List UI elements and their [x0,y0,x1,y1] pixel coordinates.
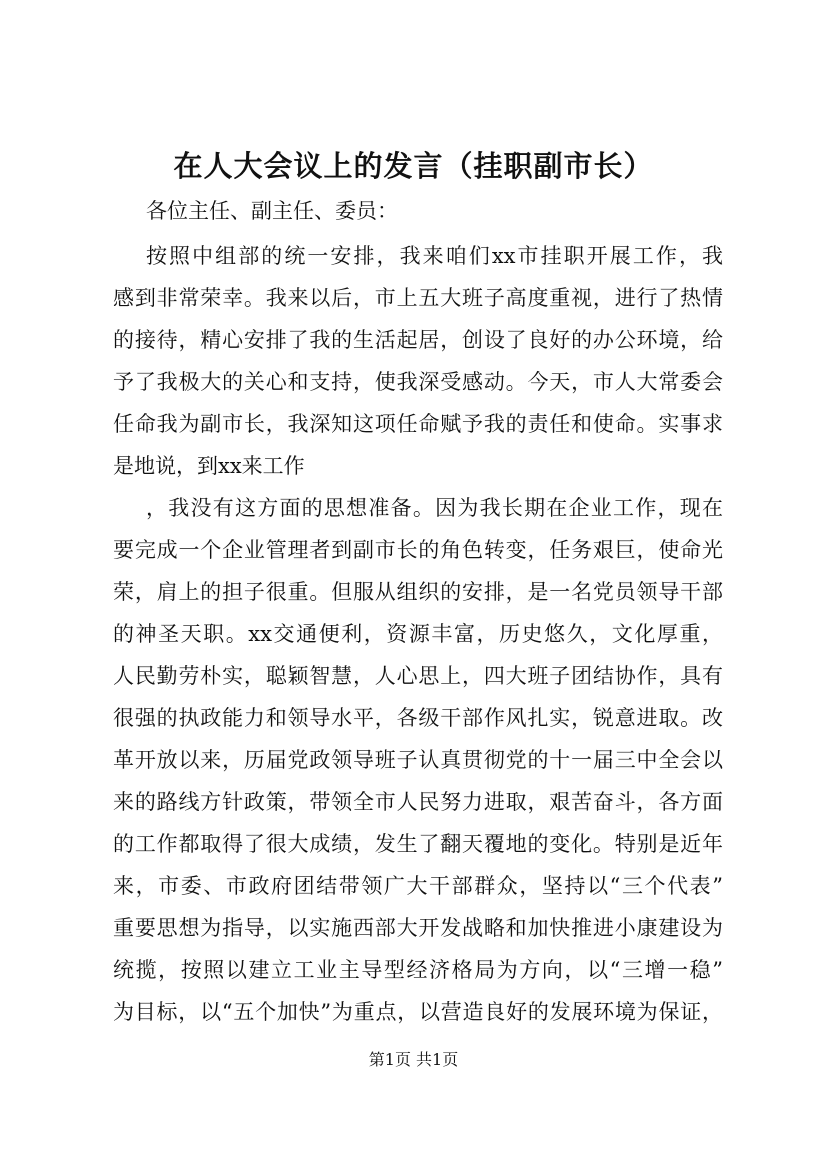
body-line: 来的路线方针政策，带领全市人民努力进取，艰苦奋斗，各方面 [113,790,723,814]
body-line: 统揽，按照以建立工业主导型经济格局为方向，以“三增一稳” [113,958,723,982]
body-line: 荣，肩上的担子很重。但服从组织的安排，是一名党员领导干部 [113,580,723,604]
body-line: ，我没有这方面的思想准备。因为我长期在企业工作，现在 [146,496,723,520]
body-line: 人民勤劳朴实，聪颖智慧，人心思上，四大班子团结协作，具有 [113,664,723,688]
body-line: 很强的执政能力和领导水平，各级干部作风扎实，锐意进取。改 [113,706,723,730]
body-line: 要完成一个企业管理者到副市长的角色转变，任务艰巨，使命光 [113,538,723,562]
body-line: 按照中组部的统一安排，我来咱们xx市挂职开展工作，我 [146,244,723,268]
body-line: 来，市委、市政府团结带领广大干部群众，坚持以“三个代表” [113,874,723,898]
body-line: 革开放以来，历届党政领导班子认真贯彻党的十一届三中全会以 [113,748,723,772]
body-line: 的神圣天职。xx交通便利，资源丰富，历史悠久，文化厚重， [113,622,723,646]
body-line: 任命我为副市长，我深知这项任命赋予我的责任和使命。实事求 [113,412,723,436]
body-line: 的接待，精心安排了我的生活起居，创设了良好的办公环境，给 [113,328,723,352]
body-line: 是地说，到xx来工作 [113,454,305,478]
body-line: 予了我极大的关心和支持，使我深受感动。今天，市人大常委会 [113,370,723,394]
document-title: 在人大会议上的发言（挂职副市长） [173,149,654,183]
body-line: 的工作都取得了很大成绩，发生了翻天覆地的变化。特别是近年 [113,832,723,856]
body-line: 感到非常荣幸。我来以后，市上五大班子高度重视，进行了热情 [113,286,723,310]
body-line: 为目标，以“五个加快”为重点，以营造良好的发展环境为保证， [113,1000,723,1024]
salutation: 各位主任、副主任、委员： [146,199,398,223]
page-footer: 第1页 共1页 [368,1050,459,1069]
body-line: 重要思想为指导，以实施西部大开发战略和加快推进小康建设为 [113,916,723,940]
